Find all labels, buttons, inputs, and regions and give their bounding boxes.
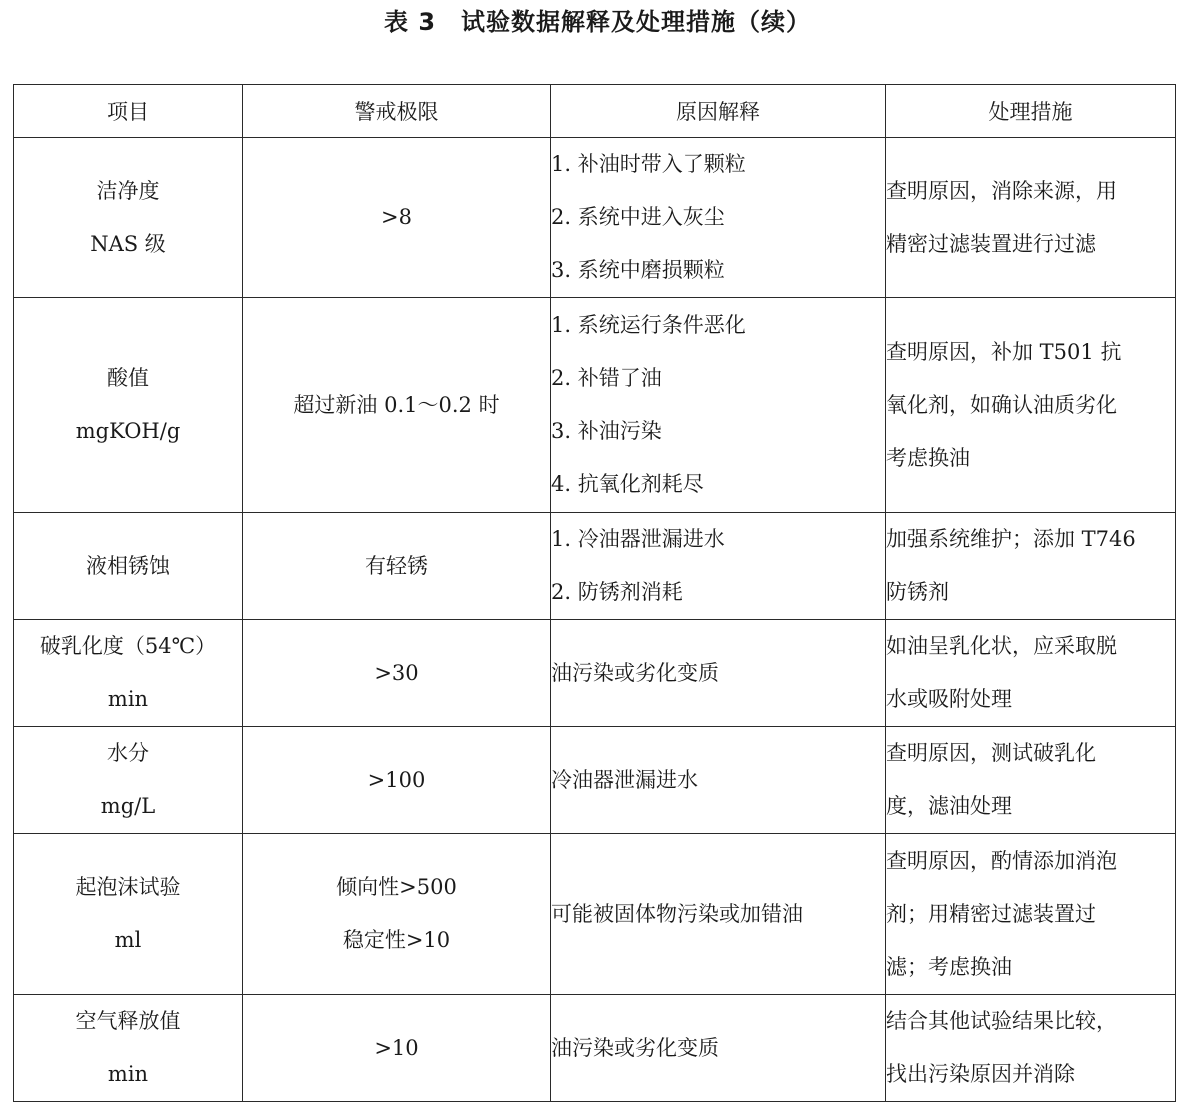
reason-line: 可能被固体物污染或加错油 [551,901,803,926]
measure-line: 结合其他试验结果比较， [886,1009,1117,1033]
reason-line: 1. 补油时带入了颗粒 [551,152,746,176]
reason-line: 1. 冷油器泄漏进水 [551,527,725,551]
header-limit: 警戒极限 [243,85,551,138]
measure-line: 查明原因，酌情添加消泡 [886,848,1117,873]
measure-line: 精密过滤装置进行过滤 [886,231,1096,256]
cell-reason [551,513,886,620]
measure-line: 查明原因，补加 T501 抗 [886,339,1122,364]
cell-measure [886,727,1176,834]
measure-line: 度，滤油处理 [886,794,1012,818]
table-row [14,138,1176,298]
cell-limit [243,620,551,727]
item-name: 液相锈蚀 [86,553,170,578]
cell-limit [243,727,551,834]
cell-item [14,620,243,727]
cell-item [14,995,243,1102]
reason-line: 油污染或劣化变质 [551,660,719,685]
measure-line: 氧化剂，如确认油质劣化 [886,392,1117,417]
item-name: 洁净度 [96,178,160,203]
cell-limit [243,834,551,995]
limit-line: 超过新油 0.1～0.2 时 [293,392,500,417]
cell-limit [243,513,551,620]
cell-reason [551,727,886,834]
item-unit: mgKOH/g [75,419,181,443]
item-name: 破乳化度（54℃） [39,634,217,658]
table-row [14,834,1176,995]
limit-line: 有轻锈 [365,553,428,578]
table-row [14,995,1176,1102]
measure-line: 防锈剂 [886,580,949,604]
cell-item [14,298,243,513]
limit-line: 稳定性>10 [342,928,451,952]
item-unit: NAS 级 [90,231,166,256]
measure-line: 如油呈乳化状，应采取脱 [886,634,1117,658]
measure-line: 水或吸附处理 [886,687,1012,711]
table-row [14,620,1176,727]
header-item: 项目 [14,85,243,138]
limit-line: >30 [374,660,419,685]
reason-line: 2. 系统中进入灰尘 [551,205,725,229]
cell-limit [243,138,551,298]
measure-line: 加强系统维护；添加 T746 [886,527,1136,551]
item-name: 水分 [107,741,149,765]
cell-reason [551,138,886,298]
cell-limit [243,298,551,513]
reason-line: 3. 系统中磨损颗粒 [551,258,725,282]
cell-item [14,138,243,298]
cell-measure [886,138,1176,298]
table-header-row [14,85,1176,138]
measure-line: 考虑换油 [886,445,970,470]
measure-line: 剂；用精密过滤装置过 [886,901,1096,926]
limit-line: >100 [367,767,426,792]
reason-line: 1. 系统运行条件恶化 [551,313,746,337]
item-unit: mg/L [100,794,156,818]
reason-line: 2. 补错了油 [551,366,662,390]
measure-line: 查明原因，测试破乳化 [886,741,1096,765]
cell-item [14,834,243,995]
cell-reason [551,834,886,995]
measure-line: 查明原因，消除来源，用 [886,178,1117,203]
cell-measure [886,298,1176,513]
item-unit: min [107,687,149,711]
measure-line: 找出污染原因并消除 [886,1062,1075,1086]
cell-limit [243,995,551,1102]
limit-line: 倾向性>500 [336,875,457,899]
item-name: 空气释放值 [75,1009,181,1033]
measure-line: 滤；考虑换油 [886,954,1012,979]
cell-reason [551,298,886,513]
cell-measure [886,513,1176,620]
cell-measure [886,995,1176,1102]
data-table [13,84,1176,1102]
table-title: 表 3 试验数据解释及处理措施（续） [383,8,812,36]
item-name: 起泡沫试验 [75,875,181,899]
reason-line: 2. 防锈剂消耗 [551,580,683,604]
header-measure: 处理措施 [886,85,1176,138]
reason-line: 4. 抗氧化剂耗尽 [551,472,704,496]
cell-measure [886,620,1176,727]
item-name: 酸值 [107,366,149,390]
table-row [14,727,1176,834]
table-row [14,513,1176,620]
cell-item [14,513,243,620]
limit-line: >10 [374,1035,419,1060]
cell-reason [551,995,886,1102]
limit-line: >8 [381,205,412,229]
table-row [14,298,1176,513]
header-reason: 原因解释 [551,85,886,138]
reason-line: 油污染或劣化变质 [551,1035,719,1060]
cell-reason [551,620,886,727]
cell-item [14,727,243,834]
cell-measure [886,834,1176,995]
reason-line: 冷油器泄漏进水 [551,767,698,792]
item-unit: min [107,1062,149,1086]
reason-line: 3. 补油污染 [551,419,662,443]
item-unit: ml [114,928,142,952]
